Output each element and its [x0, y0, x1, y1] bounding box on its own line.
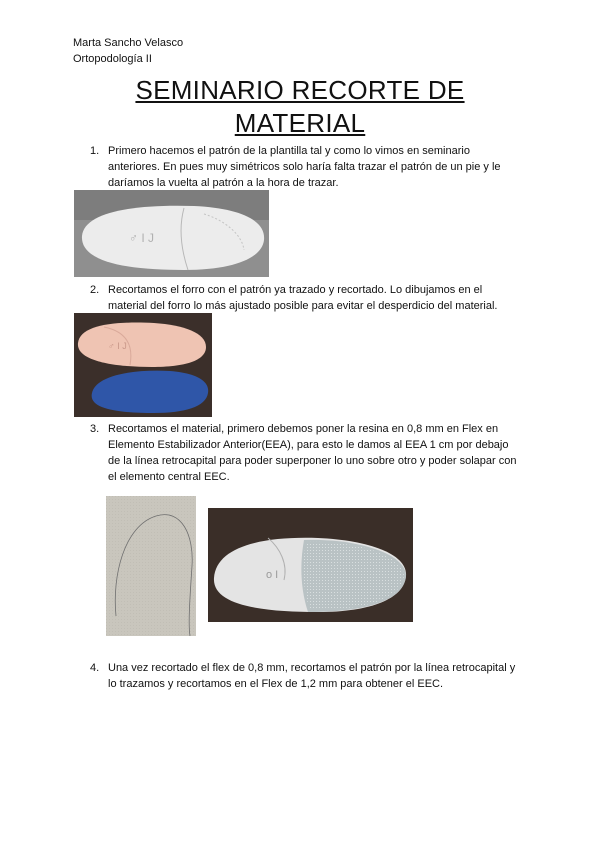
text-line: Una vez recortado el flex de 0,8 mm, recortamos el patrón por la línea retrocapital y	[108, 662, 516, 674]
text-line: el elemento central EEC.	[108, 471, 230, 483]
text-line: material del forro lo más ajustado posible para evitar el desperdicio del material.	[108, 300, 498, 312]
photo-pattern-on-flex	[208, 508, 413, 622]
photo-lining-cutouts	[74, 313, 212, 417]
list-number: 4.	[90, 662, 100, 674]
author-name: Marta Sancho Velasco	[73, 37, 184, 49]
text-line: de la línea retrocapital para poder superponer lo uno sobre otro y poder solapar con	[108, 455, 517, 467]
text-line: Elemento Estabilizador Anterior(EEA), para esto le damos al EEA 1 cm por debajo	[108, 439, 509, 451]
course-name: Ortopodología II	[73, 53, 152, 65]
text-line: anteriores. En pues muy simétricos solo haría falta trazar el patrón de un pie y le	[108, 161, 501, 173]
text-line: Recortamos el material, primero debemos poner la resina en 0,8 mm en Flex en	[108, 423, 499, 435]
title-line-1: SEMINARIO RECORTE DE	[135, 75, 465, 105]
photo-insole-pattern	[74, 190, 269, 277]
text-line: Primero hacemos el patrón de la plantilla tal y como lo vimos en seminario	[108, 145, 470, 157]
svg-text:♂ I J: ♂ I J	[108, 341, 127, 351]
title-line-2: MATERIAL	[234, 108, 366, 138]
text-line: daríamos la vuelta al patrón a la hora de trazar.	[108, 177, 339, 189]
photo-flex-sheet-outline	[106, 496, 196, 636]
list-text	[108, 421, 528, 485]
text-line: lo trazamos y recortamos en el Flex de 1,2 mm para obtener el EEC.	[108, 678, 444, 690]
list-text	[108, 282, 528, 314]
list-number: 1.	[90, 145, 100, 157]
list-text	[108, 143, 528, 191]
svg-text:♂ I J: ♂ I J	[129, 231, 155, 245]
list-number: 2.	[90, 284, 100, 296]
list-text	[108, 660, 528, 692]
list-number: 3.	[90, 423, 100, 435]
svg-text:o I: o I	[266, 569, 279, 581]
text-line: Recortamos el forro con el patrón ya trazado y recortado. Lo dibujamos en el	[108, 284, 483, 296]
